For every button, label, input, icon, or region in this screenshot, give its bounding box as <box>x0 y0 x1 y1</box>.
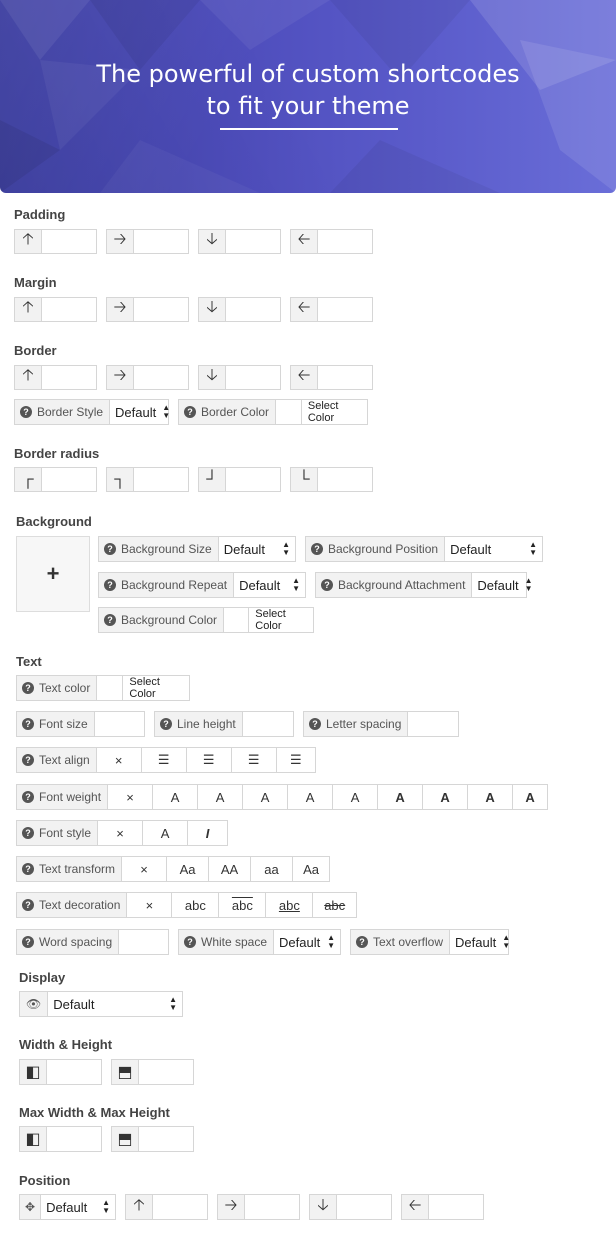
help-icon: ? <box>22 682 34 694</box>
corner-top-right-icon: ┐ <box>107 468 134 491</box>
arrow-down-icon: 🡣 <box>310 1195 337 1219</box>
align-center-icon: ☰ <box>202 752 215 767</box>
help-icon: ? <box>104 579 116 591</box>
background-size-control <box>98 536 296 562</box>
position-row <box>19 1194 493 1220</box>
help-icon: ? <box>22 754 34 766</box>
close-icon: × <box>114 752 123 768</box>
height-icon: ⬒ <box>112 1060 139 1084</box>
text-align-row <box>16 747 325 773</box>
help-icon: ? <box>184 406 196 418</box>
arrow-up-icon: 🡡 <box>15 298 42 321</box>
text-overflow-control <box>350 929 509 955</box>
background-title: Background <box>16 514 92 529</box>
position-bottom-input[interactable] <box>337 1195 391 1219</box>
margin-left[interactable] <box>290 297 373 322</box>
select-arrows-icon: ▲ ▼ <box>327 933 335 950</box>
select-arrows-icon: ▲ ▼ <box>524 576 533 593</box>
text-color-swatch[interactable] <box>97 676 123 700</box>
arrow-left-icon: 🡠 <box>402 1195 429 1219</box>
border-options-row <box>14 399 377 425</box>
text-overflow-select[interactable] <box>450 930 515 954</box>
select-arrows-icon: ▲ ▼ <box>292 576 300 593</box>
border-bottom-input[interactable] <box>226 366 280 389</box>
background-repeat-text: Background Repeat <box>121 578 228 592</box>
border-top-input[interactable] <box>42 366 96 389</box>
white-space-select[interactable] <box>274 930 340 954</box>
arrow-left-icon: 🡠 <box>291 366 318 389</box>
font-weight-200-button[interactable]: A <box>198 785 243 809</box>
align-right-icon: ☰ <box>247 752 260 767</box>
max-width-icon: ◧ <box>20 1127 47 1151</box>
font-style-row <box>16 820 237 846</box>
help-icon: ? <box>22 791 34 803</box>
text-transform-row <box>16 856 339 882</box>
background-color-text: Background Color <box>121 613 218 627</box>
background-row-2 <box>98 572 536 598</box>
font-weight-400-button[interactable]: A <box>288 785 333 809</box>
radius-bottom-right-input[interactable] <box>226 468 280 491</box>
font-style-label <box>17 821 98 845</box>
radius-bottom-left[interactable] <box>290 467 373 492</box>
font-weight-control <box>16 784 548 810</box>
margin-top[interactable] <box>14 297 97 322</box>
max-width-box[interactable] <box>19 1126 102 1152</box>
position-title: Position <box>19 1173 71 1188</box>
position-type-control <box>19 1194 116 1220</box>
background-size-label <box>99 537 219 561</box>
border-style-label <box>15 400 110 424</box>
decoration-overline-button[interactable]: $\overline{abc}$ <box>219 893 266 917</box>
radius-top-left-input[interactable] <box>42 468 96 491</box>
padding-left-input[interactable] <box>318 230 372 253</box>
arrow-right-icon: 🡢 <box>218 1195 245 1219</box>
background-repeat-value: Default <box>239 577 281 593</box>
position-value: Default <box>46 1199 88 1215</box>
display-title: Display <box>19 970 66 985</box>
max-width-input[interactable] <box>47 1127 101 1151</box>
help-icon: ? <box>104 614 116 626</box>
font-weight-row <box>16 784 557 810</box>
border-style-value: Default <box>115 404 157 420</box>
background-attachment-text: Background Attachment <box>338 578 466 592</box>
text-color-text: Text color <box>39 681 91 695</box>
letter-spacing-text: Letter spacing <box>326 717 402 731</box>
font-size-control <box>16 711 145 737</box>
font-style-control <box>16 820 228 846</box>
text-decoration-label <box>17 893 127 917</box>
position-left-input[interactable] <box>429 1195 483 1219</box>
background-row-1 <box>98 536 552 562</box>
help-icon: ? <box>104 543 116 555</box>
decoration-none-button[interactable]: × <box>127 893 172 917</box>
padding-row <box>14 229 382 254</box>
arrow-right-icon: 🡢 <box>107 230 134 253</box>
arrow-up-icon: 🡡 <box>126 1195 153 1219</box>
margin-right-input[interactable] <box>134 298 188 321</box>
background-size-value: Default <box>223 541 265 557</box>
help-icon: ? <box>20 406 32 418</box>
help-icon: ? <box>22 863 34 875</box>
text-transform-label <box>17 857 122 881</box>
help-icon: ? <box>309 718 321 730</box>
font-size-label <box>17 712 95 736</box>
display-select[interactable] <box>48 992 182 1016</box>
background-repeat-control <box>98 572 306 598</box>
padding-bottom[interactable] <box>198 229 281 254</box>
arrow-down-icon: 🡣 <box>199 230 226 253</box>
padding-top[interactable] <box>14 229 97 254</box>
font-weight-100-button[interactable]: A <box>153 785 198 809</box>
text-title: Text <box>16 654 42 669</box>
max-height-input[interactable] <box>139 1127 193 1151</box>
transform-initial-button[interactable]: Aa <box>303 861 319 877</box>
font-size-input[interactable] <box>95 712 144 736</box>
align-justify-button[interactable] <box>277 748 315 772</box>
max-width-height-row <box>19 1126 203 1152</box>
position-top[interactable] <box>125 1194 208 1220</box>
text-color-control <box>16 675 190 701</box>
text-transform-control <box>16 856 330 882</box>
border-color-control <box>178 399 368 425</box>
border-row <box>14 365 382 390</box>
background-repeat-select[interactable] <box>234 573 305 597</box>
move-icon: ✥ <box>20 1195 41 1219</box>
padding-bottom-input[interactable] <box>226 230 280 253</box>
height-input[interactable] <box>139 1060 193 1084</box>
align-left-icon: ☰ <box>157 752 170 767</box>
background-position-label <box>306 537 445 561</box>
max-height-icon: ⬒ <box>112 1127 139 1151</box>
position-bottom[interactable] <box>309 1194 392 1220</box>
width-height-title: Width & Height <box>19 1037 113 1052</box>
font-weight-none-button[interactable]: × <box>108 785 153 809</box>
padding-left[interactable] <box>290 229 373 254</box>
line-height-control <box>154 711 294 737</box>
background-attachment-label <box>316 573 472 597</box>
align-center-button[interactable] <box>187 748 232 772</box>
font-style-none-button[interactable]: × <box>98 821 143 845</box>
font-weight-800-button[interactable]: A <box>468 785 513 809</box>
border-style-control <box>14 399 169 425</box>
font-style-italic-button[interactable]: I <box>205 825 210 841</box>
background-attachment-control <box>315 572 533 598</box>
padding-title: Padding <box>14 207 66 222</box>
font-style-text: Font style <box>39 826 92 840</box>
background-attachment-select[interactable] <box>472 573 537 597</box>
align-left-button[interactable] <box>142 748 187 772</box>
position-select[interactable] <box>41 1195 115 1219</box>
banner-line-2: to fit your theme <box>206 92 410 120</box>
display-control <box>19 991 183 1017</box>
decoration-line-through-button[interactable]: abc <box>324 897 346 913</box>
word-spacing-text: Word spacing <box>39 935 113 949</box>
margin-left-input[interactable] <box>318 298 372 321</box>
border-right[interactable] <box>106 365 189 390</box>
banner-line-1: The powerful of custom shortcodes <box>96 60 520 88</box>
font-weight-label <box>17 785 108 809</box>
text-color-label <box>17 676 97 700</box>
corner-bottom-right-icon: ┘ <box>199 468 226 491</box>
margin-title: Margin <box>14 275 57 290</box>
transform-none-button[interactable]: × <box>122 857 167 881</box>
background-size-text: Background Size <box>121 542 212 556</box>
width-input[interactable] <box>47 1060 101 1084</box>
width-icon: ◧ <box>20 1060 47 1084</box>
display-value: Default <box>53 996 95 1012</box>
text-overflow-text: Text overflow <box>373 935 444 949</box>
help-icon: ? <box>160 718 172 730</box>
margin-top-input[interactable] <box>42 298 96 321</box>
word-spacing-label <box>17 930 119 954</box>
background-color-control <box>98 607 314 633</box>
arrow-down-icon: 🡣 <box>199 366 226 389</box>
eye-icon: 👁 <box>20 992 48 1016</box>
word-spacing-input[interactable] <box>119 930 168 954</box>
background-color-label <box>99 608 224 632</box>
margin-bottom-input[interactable] <box>226 298 280 321</box>
arrow-up-icon: 🡡 <box>15 366 42 389</box>
transform-capitalize-button[interactable]: Aa <box>167 857 209 881</box>
font-weight-300-button[interactable]: A <box>243 785 288 809</box>
text-align-label <box>17 748 97 772</box>
word-spacing-control <box>16 929 169 955</box>
background-attachment-value: Default <box>477 577 519 593</box>
select-arrows-icon: ▲ ▼ <box>502 933 511 950</box>
font-weight-600-button[interactable]: A <box>378 785 423 809</box>
font-weight-700-button[interactable]: A <box>423 785 468 809</box>
height-box[interactable] <box>111 1059 194 1085</box>
border-style-text: Border Style <box>37 405 104 419</box>
help-icon: ? <box>22 718 34 730</box>
select-arrows-icon: ▲ ▼ <box>102 1198 110 1215</box>
white-space-control <box>178 929 341 955</box>
text-size-row <box>16 711 468 737</box>
letter-spacing-input[interactable] <box>408 712 458 736</box>
text-align-control <box>16 747 316 773</box>
border-radius-title: Border radius <box>14 446 100 461</box>
width-height-row <box>19 1059 203 1085</box>
max-width-height-title: Max Width & Max Height <box>19 1105 170 1120</box>
align-none-button[interactable] <box>97 748 142 772</box>
text-decoration-row <box>16 892 366 918</box>
background-size-select[interactable] <box>219 537 295 561</box>
help-icon: ? <box>356 936 368 948</box>
position-right[interactable] <box>217 1194 300 1220</box>
select-arrows-icon: ▲ ▼ <box>169 995 177 1012</box>
help-icon: ? <box>311 543 323 555</box>
background-position-value: Default <box>450 541 492 557</box>
border-bottom[interactable] <box>198 365 281 390</box>
border-top[interactable] <box>14 365 97 390</box>
background-position-control <box>305 536 543 562</box>
radius-top-right-input[interactable] <box>134 468 188 491</box>
letter-spacing-control <box>303 711 459 737</box>
text-color-row <box>16 675 199 701</box>
text-decoration-text: Text decoration <box>39 898 121 912</box>
font-weight-900-button[interactable]: A <box>525 789 535 805</box>
text-overflow-label <box>351 930 450 954</box>
margin-bottom[interactable] <box>198 297 281 322</box>
arrow-left-icon: 🡠 <box>291 230 318 253</box>
margin-right[interactable] <box>106 297 189 322</box>
arrow-right-icon: 🡢 <box>107 366 134 389</box>
position-left[interactable] <box>401 1194 484 1220</box>
arrow-down-icon: 🡣 <box>199 298 226 321</box>
banner-title <box>0 58 616 122</box>
text-decoration-control <box>16 892 357 918</box>
help-icon: ? <box>184 936 196 948</box>
white-space-label <box>179 930 274 954</box>
font-size-text: Font size <box>39 717 88 731</box>
text-overflow-value: Default <box>455 934 497 950</box>
arrow-up-icon: 🡡 <box>15 230 42 253</box>
align-right-button[interactable] <box>232 748 277 772</box>
decoration-plain-button[interactable]: abc <box>172 893 219 917</box>
decoration-underline-button[interactable]: abc <box>266 893 313 917</box>
background-position-select[interactable] <box>445 537 542 561</box>
letter-spacing-label <box>304 712 408 736</box>
help-icon: ? <box>321 579 333 591</box>
help-icon: ? <box>22 899 34 911</box>
border-left[interactable] <box>290 365 373 390</box>
transform-lowercase-button[interactable]: aa <box>251 857 293 881</box>
font-weight-500-button[interactable]: A <box>333 785 378 809</box>
text-select-color-button[interactable]: Select Color <box>129 676 160 700</box>
white-space-text: White space <box>201 935 268 949</box>
border-select-color-button[interactable]: Select Color <box>307 400 339 424</box>
background-row-3 <box>98 607 323 633</box>
spacing-row <box>16 929 518 955</box>
border-left-input[interactable] <box>318 366 372 389</box>
hero-banner <box>0 0 616 193</box>
arrow-right-icon: 🡢 <box>107 298 134 321</box>
help-icon: ? <box>22 827 34 839</box>
align-justify-icon: ☰ <box>290 752 302 767</box>
radius-bottom-left-input[interactable] <box>318 468 372 491</box>
white-space-value: Default <box>279 934 321 950</box>
corner-top-left-icon: ┌ <box>15 468 42 491</box>
background-select-color-button[interactable]: Select Color <box>255 608 286 632</box>
transform-uppercase-button[interactable]: AA <box>209 857 251 881</box>
background-color-swatch[interactable] <box>224 608 249 632</box>
margin-row <box>14 297 382 322</box>
banner-underline <box>220 128 398 130</box>
text-align-text: Text align <box>39 753 90 767</box>
font-style-normal-button[interactable]: A <box>143 821 188 845</box>
border-style-select[interactable] <box>110 400 175 424</box>
position-right-input[interactable] <box>245 1195 299 1219</box>
radius-top-right[interactable] <box>106 467 189 492</box>
radius-bottom-right[interactable] <box>198 467 281 492</box>
max-height-box[interactable] <box>111 1126 194 1152</box>
border-color-label <box>179 400 276 424</box>
padding-right[interactable] <box>106 229 189 254</box>
select-arrows-icon: ▲ ▼ <box>282 540 290 557</box>
select-arrows-icon: ▲ ▼ <box>529 540 537 557</box>
padding-top-input[interactable] <box>42 230 96 253</box>
display-row <box>19 991 192 1017</box>
width-box[interactable] <box>19 1059 102 1085</box>
border-color-swatch[interactable] <box>276 400 302 424</box>
select-arrows-icon: ▲ ▼ <box>162 403 171 420</box>
background-position-text: Background Position <box>328 542 439 556</box>
border-radius-row <box>14 467 382 492</box>
background-repeat-label <box>99 573 234 597</box>
position-top-input[interactable] <box>153 1195 207 1219</box>
add-background-image-button[interactable]: + <box>16 536 90 612</box>
border-right-input[interactable] <box>134 366 188 389</box>
arrow-left-icon: 🡠 <box>291 298 318 321</box>
line-height-text: Line height <box>177 717 236 731</box>
radius-top-left[interactable] <box>14 467 97 492</box>
border-color-text: Border Color <box>201 405 270 419</box>
border-title: Border <box>14 343 57 358</box>
padding-right-input[interactable] <box>134 230 188 253</box>
corner-bottom-left-icon: └ <box>291 468 318 491</box>
font-weight-text: Font weight <box>39 790 102 804</box>
text-transform-text: Text transform <box>39 862 116 876</box>
help-icon: ? <box>22 936 34 948</box>
line-height-label <box>155 712 243 736</box>
line-height-input[interactable] <box>243 712 293 736</box>
